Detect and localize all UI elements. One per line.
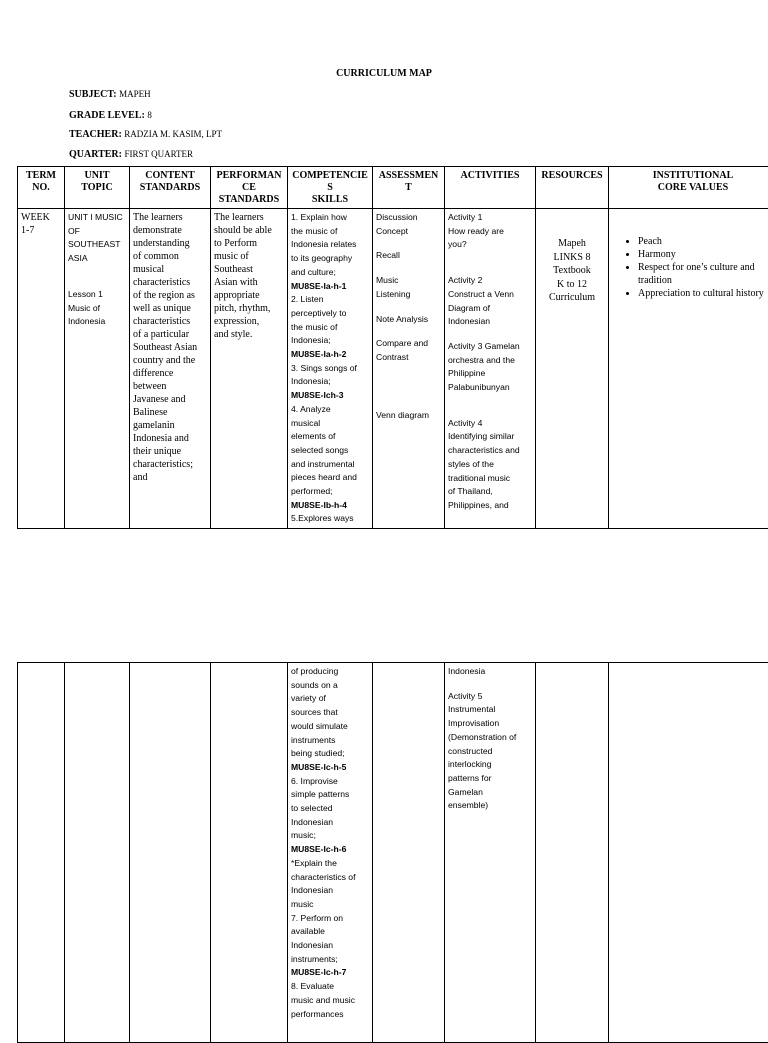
cell-line: Concept: [376, 225, 441, 239]
teacher-value: RADZIA M. KASIM, LPT: [124, 129, 222, 139]
content-standards-cell: [130, 663, 211, 1043]
cell-line: 7. Perform on: [291, 912, 369, 926]
cell-line: interlocking: [448, 758, 532, 772]
cell-line: sources that: [291, 706, 369, 720]
cell-line: 3. Sings songs of: [291, 362, 369, 376]
cell-line: Identifying similar: [448, 430, 532, 444]
cell-line: Gamelan: [448, 786, 532, 800]
cell-line: Southeast Asian: [133, 341, 207, 354]
cell-line: country and the: [133, 354, 207, 367]
assessment-cell: [373, 209, 445, 529]
line-gap: [448, 329, 532, 340]
cell-line: instruments: [291, 734, 369, 748]
cell-line: TERM: [21, 170, 61, 182]
cell-line: Note Analysis: [376, 313, 441, 327]
assessment-cell: [373, 663, 445, 1043]
competency-code: MU8SE-Ib-h-4: [291, 499, 369, 513]
doc-title: CURRICULUM MAP: [0, 68, 768, 79]
teacher-label: TEACHER:: [69, 129, 122, 140]
cell-line: Music: [376, 274, 441, 288]
cell-line: simple patterns: [291, 788, 369, 802]
header-row: [18, 167, 768, 209]
cell-line: STANDARDS: [133, 182, 207, 194]
cell-line: appropriate: [214, 289, 284, 302]
cell-line: Indonesia: [68, 315, 126, 329]
cell-line: LINKS 8: [539, 251, 605, 265]
cell-line: Indonesia and: [133, 432, 207, 445]
cell-line: sounds on a: [291, 679, 369, 693]
cell-line: musical: [291, 417, 369, 431]
competencies-cell: [288, 209, 373, 529]
line-gap: [448, 406, 532, 417]
cell-line: constructed: [448, 745, 532, 759]
cell-line: COMPETENCIE: [291, 170, 369, 182]
cell-line: of the region as: [133, 289, 207, 302]
competency-code: MU8SE-Ia-h-2: [291, 348, 369, 362]
cell-line: of producing: [291, 665, 369, 679]
cell-line: performances: [291, 1008, 369, 1022]
cell-line: of a particular: [133, 328, 207, 341]
line-gap: [376, 302, 441, 313]
resources-cell: [536, 663, 609, 1043]
subject-value: MAPEH: [119, 89, 151, 99]
cell-line: Curriculum: [539, 291, 605, 305]
cell-line: RESOURCES: [539, 170, 605, 182]
cell-line: variety of: [291, 692, 369, 706]
cell-line: CORE VALUES: [612, 182, 768, 194]
cell-line: Indonesian: [448, 315, 532, 329]
cell-line: and style.: [214, 328, 284, 341]
cell-line: (Demonstration of: [448, 731, 532, 745]
cell-line: Activity 1: [448, 211, 532, 225]
cell-line: K to 12: [539, 278, 605, 292]
cell-line: Southeast: [214, 263, 284, 276]
cell-line: STANDARDS: [214, 194, 284, 206]
col-unit-topic: [65, 167, 130, 209]
subject-label: SUBJECT:: [69, 89, 117, 100]
grade-label: GRADE LEVEL:: [69, 110, 145, 121]
line-gap: [376, 387, 441, 398]
line-gap: [448, 263, 532, 274]
cell-line: Diagram of: [448, 302, 532, 316]
cell-line: to Perform: [214, 237, 284, 250]
core-values-list: [612, 235, 768, 300]
cell-line: Activity 4: [448, 417, 532, 431]
cell-line: Balinese: [133, 406, 207, 419]
performance-standards-cell: [211, 209, 288, 529]
cell-line: the music of: [291, 225, 369, 239]
core-values-cell: [609, 663, 768, 1043]
cell-line: Indonesian: [291, 939, 369, 953]
cell-line: music: [291, 898, 369, 912]
cell-line: and culture;: [291, 266, 369, 280]
cell-line: to its geography: [291, 252, 369, 266]
cell-line: 4. Analyze: [291, 403, 369, 417]
cell-line: elements of: [291, 430, 369, 444]
grade-line: [69, 110, 152, 121]
cell-line: Palabunibunyan: [448, 381, 532, 395]
cell-line: music and music: [291, 994, 369, 1008]
col-activities: [445, 167, 536, 209]
cell-line: NO.: [21, 182, 61, 194]
cell-line: 6. Improvise: [291, 775, 369, 789]
cell-line: characteristics and: [448, 444, 532, 458]
cell-line: Venn diagram: [376, 409, 441, 423]
term-cell: [18, 663, 65, 1043]
cell-line: orchestra and the: [448, 354, 532, 368]
line-gap: [376, 398, 441, 409]
competency-code: MU8SE-Ic-h-5: [291, 761, 369, 775]
cell-line: Recall: [376, 249, 441, 263]
cell-line: INSTITUTIONAL: [612, 170, 768, 182]
cell-line: being studied;: [291, 747, 369, 761]
cell-line: perceptively to: [291, 307, 369, 321]
cell-line: *Explain the: [291, 857, 369, 871]
cell-line: ASSESSMEN: [376, 170, 441, 182]
term-cell: [18, 209, 65, 529]
core-values-cell: [609, 209, 768, 529]
cell-line: Philippine: [448, 367, 532, 381]
line-gap: [68, 266, 126, 277]
cell-line: Instrumental: [448, 703, 532, 717]
cell-line: Activity 5: [448, 690, 532, 704]
cell-line: characteristics of: [291, 871, 369, 885]
cell-line: selected songs: [291, 444, 369, 458]
col-content-standards: [130, 167, 211, 209]
col-assessment: [373, 167, 445, 209]
cell-line: 5.Explores ways: [291, 512, 369, 526]
cell-line: music of: [214, 250, 284, 263]
cell-line: 2. Listen: [291, 293, 369, 307]
cell-line: Indonesia: [448, 665, 532, 679]
content-standards-cell: [130, 209, 211, 529]
cell-line: pitch, rhythm,: [214, 302, 284, 315]
cell-line: difference: [133, 367, 207, 380]
competency-code: MU8SE-Ia-h-1: [291, 280, 369, 294]
cell-line: TOPIC: [68, 182, 126, 194]
resources-cell: [536, 209, 609, 529]
unit-topic-cell: [65, 663, 130, 1043]
competency-code: MU8SE-Ic-h-6: [291, 843, 369, 857]
cell-line: The learners: [214, 211, 284, 224]
cell-line: would simulate: [291, 720, 369, 734]
activities-cell: [445, 663, 536, 1043]
line-gap: [448, 679, 532, 690]
cell-line: CONTENT: [133, 170, 207, 182]
curriculum-table-page1: [17, 166, 768, 529]
cell-line: Construct a Venn: [448, 288, 532, 302]
cell-line: Music of: [68, 302, 126, 316]
cell-line: Activity 2: [448, 274, 532, 288]
cell-line: characteristics: [133, 315, 207, 328]
cell-line: instruments;: [291, 953, 369, 967]
table-row: [18, 209, 768, 529]
cell-line: traditional music: [448, 472, 532, 486]
cell-line: Javanese and: [133, 393, 207, 406]
cell-line: 8. Evaluate: [291, 980, 369, 994]
table-row: [18, 663, 768, 1043]
cell-line: understanding: [133, 237, 207, 250]
cell-line: patterns for: [448, 772, 532, 786]
cell-line: Philippines, and: [448, 499, 532, 513]
cell-line: to selected: [291, 802, 369, 816]
performance-standards-cell: [211, 663, 288, 1043]
cell-line: Indonesian: [291, 816, 369, 830]
cell-line: Mapeh: [539, 237, 605, 251]
cell-line: and: [133, 471, 207, 484]
cell-line: Indonesia;: [291, 375, 369, 389]
cell-line: UNIT: [68, 170, 126, 182]
line-gap: [376, 376, 441, 387]
cell-line: Compare and: [376, 337, 441, 351]
list-item: • Harmony: [638, 248, 768, 261]
quarter-value: FIRST QUARTER: [124, 149, 193, 159]
col-performance-standards: [211, 167, 288, 209]
cell-line: Discussion: [376, 211, 441, 225]
cell-line: ASIA: [68, 252, 126, 266]
cell-line: PERFORMAN: [214, 170, 284, 182]
cell-line: 1-7: [21, 224, 61, 237]
cell-line: gamelanin: [133, 419, 207, 432]
col-core-values: [609, 167, 768, 209]
cell-line: musical: [133, 263, 207, 276]
cell-line: performed;: [291, 485, 369, 499]
list-item: • Appreciation to cultural history: [638, 287, 768, 300]
line-gap: [376, 238, 441, 249]
cell-line: OF: [68, 225, 126, 239]
unit-topic-cell: [65, 209, 130, 529]
cell-line: Listening: [376, 288, 441, 302]
cell-line: styles of the: [448, 458, 532, 472]
quarter-line: [69, 149, 193, 160]
cell-line: SOUTHEAST: [68, 238, 126, 252]
list-item: • Peach: [638, 235, 768, 248]
line-gap: [376, 263, 441, 274]
cell-line: 1. Explain how: [291, 211, 369, 225]
cell-line: Activity 3 Gamelan: [448, 340, 532, 354]
cell-line: UNIT I MUSIC: [68, 211, 126, 225]
curriculum-table-page2: [17, 662, 768, 1043]
cell-line: characteristics: [133, 276, 207, 289]
cell-line: T: [376, 182, 441, 194]
line-gap: [376, 365, 441, 376]
cell-line: ACTIVITIES: [448, 170, 532, 182]
competency-code: MU8SE-Ic-h-7: [291, 966, 369, 980]
cell-line: expression,: [214, 315, 284, 328]
cell-line: SKILLS: [291, 194, 369, 206]
cell-line: Lesson 1: [68, 288, 126, 302]
cell-line: How ready are: [448, 225, 532, 239]
cell-line: pieces heard and: [291, 471, 369, 485]
grade-value: 8: [147, 110, 152, 120]
cell-line: between: [133, 380, 207, 393]
cell-line: WEEK: [21, 211, 61, 224]
cell-line: Indonesia;: [291, 334, 369, 348]
cell-line: The learners: [133, 211, 207, 224]
cell-line: should be able: [214, 224, 284, 237]
cell-line: Asian with: [214, 276, 284, 289]
cell-line: Indonesia relates: [291, 238, 369, 252]
cell-line: the music of: [291, 321, 369, 335]
list-item: • Respect for one’s culture and tradition: [638, 261, 768, 287]
cell-line: S: [291, 182, 369, 194]
cell-line: available: [291, 925, 369, 939]
col-competencies: [288, 167, 373, 209]
cell-line: demonstrate: [133, 224, 207, 237]
teacher-line: [69, 129, 222, 140]
cell-line: Improvisation: [448, 717, 532, 731]
competency-code: MU8SE-Ich-3: [291, 389, 369, 403]
cell-line: of common: [133, 250, 207, 263]
cell-line: ensemble): [448, 799, 532, 813]
cell-line: characteristics;: [133, 458, 207, 471]
line-gap: [448, 252, 532, 263]
activities-cell: [445, 209, 536, 529]
cell-line: Indonesian: [291, 884, 369, 898]
cell-line: their unique: [133, 445, 207, 458]
cell-line: well as unique: [133, 302, 207, 315]
cell-line: Contrast: [376, 351, 441, 365]
cell-line: music;: [291, 829, 369, 843]
cell-line: you?: [448, 238, 532, 252]
col-term: [18, 167, 65, 209]
cell-line: CE: [214, 182, 284, 194]
col-resources: [536, 167, 609, 209]
competencies-cell: [288, 663, 373, 1043]
cell-line: of Thailand,: [448, 485, 532, 499]
line-gap: [376, 326, 441, 337]
line-gap: [448, 395, 532, 406]
line-gap: [68, 277, 126, 288]
subject-line: [69, 89, 151, 100]
cell-line: Textbook: [539, 264, 605, 278]
cell-line: and instrumental: [291, 458, 369, 472]
quarter-label: QUARTER:: [69, 149, 122, 160]
